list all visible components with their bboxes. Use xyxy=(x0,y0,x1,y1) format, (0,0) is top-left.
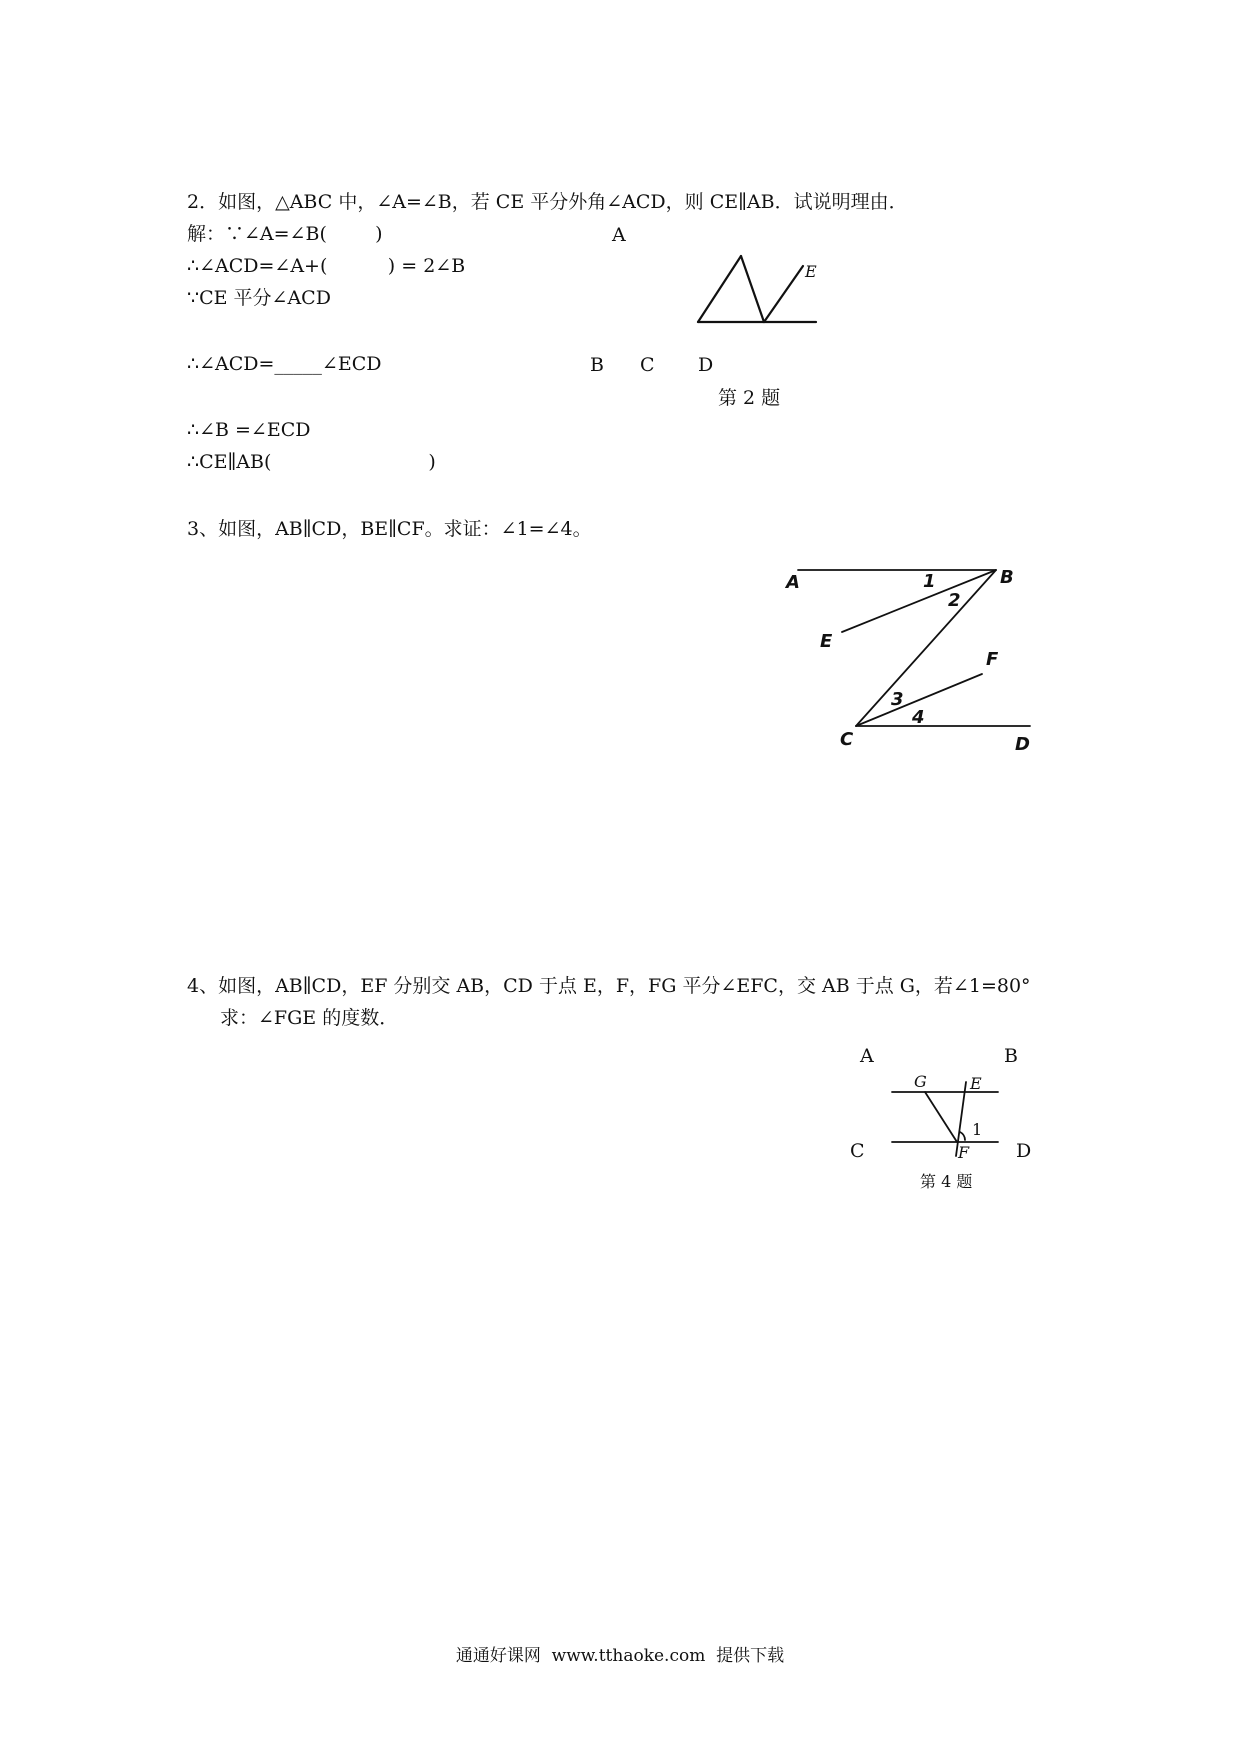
q4-line-gf xyxy=(925,1092,957,1142)
q4-label-e: E xyxy=(970,1074,982,1093)
q4-label-a: A xyxy=(860,1045,874,1067)
q2-label-c: C xyxy=(640,354,655,376)
q2-line-3: ∵CE 平分∠ACD xyxy=(187,287,331,309)
q3-label-d: D xyxy=(1015,734,1030,755)
q3-label-4: 4 xyxy=(912,707,925,728)
q2-line-2: ∴∠ACD=∠A+( ) = 2∠B xyxy=(187,255,466,277)
q4-label-b: B xyxy=(1004,1045,1018,1067)
q4-label-d: D xyxy=(1016,1140,1032,1162)
q2-line-5: ∴∠B =∠ECD xyxy=(187,419,311,441)
q4-label-c: C xyxy=(850,1140,865,1162)
q3-label-c: C xyxy=(840,729,854,750)
q2-label-d: D xyxy=(698,354,714,376)
q2-label-e: E xyxy=(805,262,817,281)
q2-label-b: B xyxy=(590,354,604,376)
q2-label-a: A xyxy=(612,224,626,246)
q4-statement-line-2: 求：∠FGE 的度数． xyxy=(220,1007,399,1029)
q3-label-2: 2 xyxy=(948,590,961,611)
q4-label-f: F xyxy=(958,1143,970,1162)
q3-label-e: E xyxy=(820,631,833,652)
q3-label-a: A xyxy=(786,572,800,593)
q4-label-g: G xyxy=(914,1072,927,1091)
q4-label-1: 1 xyxy=(972,1120,983,1139)
q4-angle-arc xyxy=(960,1132,965,1140)
page-footer: 通通好课网 www.tthaoke.com 提供下载 xyxy=(455,1646,785,1666)
q2-line-6: ∴CE∥AB( ) xyxy=(187,451,436,473)
q3-label-b: B xyxy=(1000,567,1014,588)
q2-line-1: 解：∵∠A=∠B( ) xyxy=(187,223,383,245)
q2-caption: 第 2 题 xyxy=(718,387,781,409)
q4-caption: 第 4 题 xyxy=(920,1172,973,1191)
q2-statement: 2．如图，△ABC 中，∠A=∠B，若 CE 平分外角∠ACD，则 CE∥AB．试说明理由． xyxy=(187,191,908,213)
q2-line-4: ∴∠ACD=_____∠ECD xyxy=(187,353,382,375)
q3-label-1: 1 xyxy=(923,571,936,592)
q3-label-f: F xyxy=(986,649,999,670)
q3-label-3: 3 xyxy=(891,689,904,710)
q4-statement-line-1: 4、如图，AB∥CD，EF 分别交 AB，CD 于点 E，F，FG 平分∠EFC，交 AB 于点 G，若∠1=80° xyxy=(187,975,1031,997)
q3-statement: 3、如图，AB∥CD，BE∥CF。求证：∠1=∠4。 xyxy=(187,518,592,540)
